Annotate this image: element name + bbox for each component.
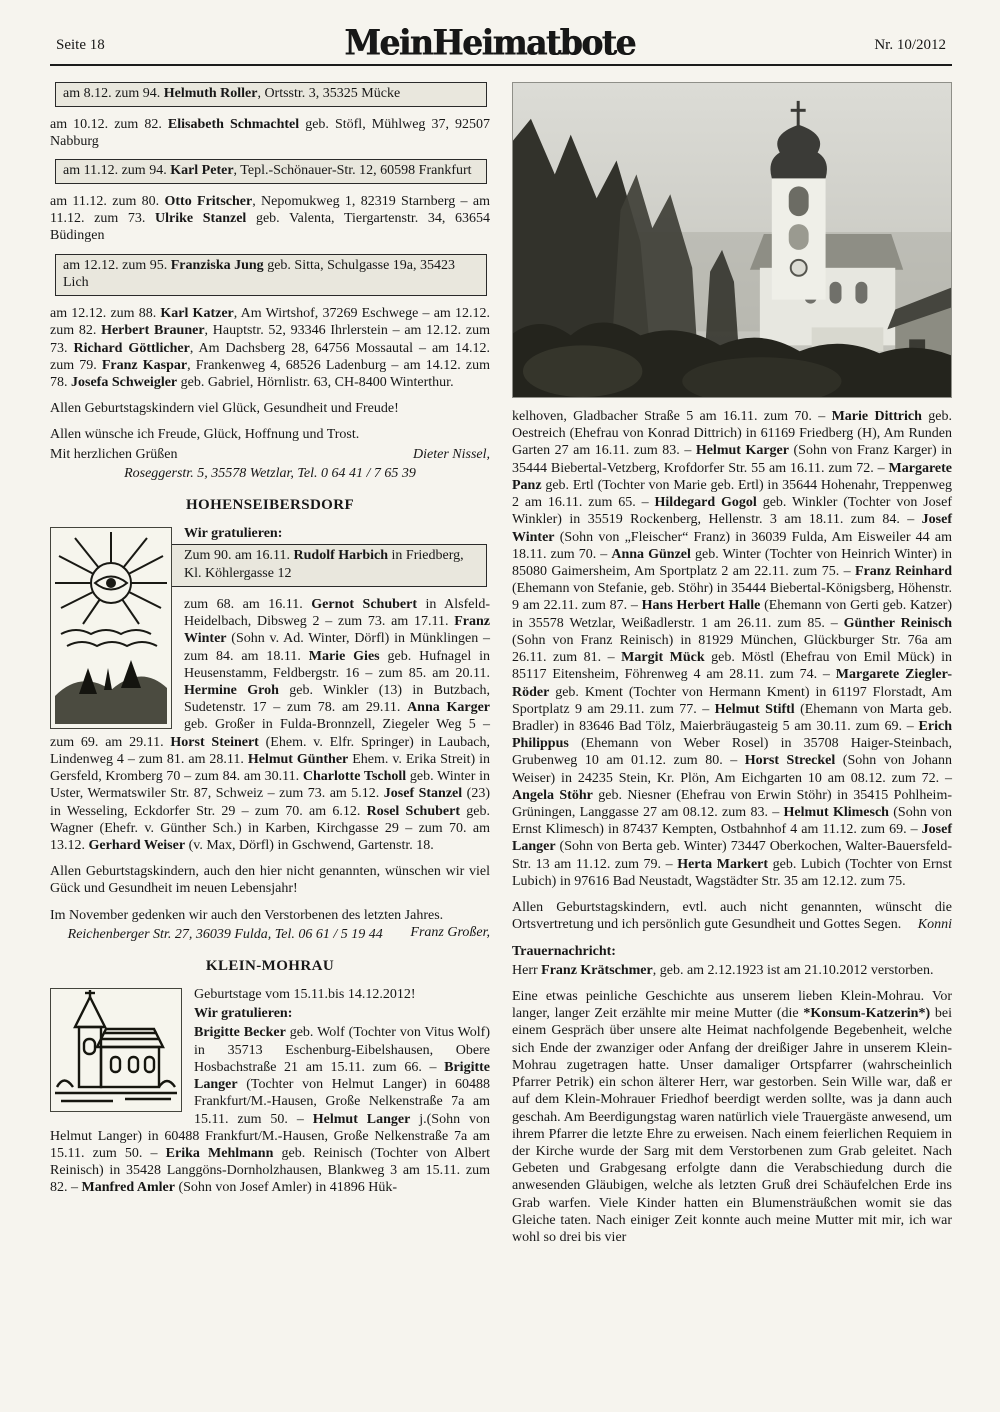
wishes-line: Allen Geburtstagskindern, auch den hier nicht genannten, wünschen wir viel Gück und Gesundheit im neuen Lebensjahr! <box>50 864 490 897</box>
header-rule <box>50 64 952 66</box>
sun-eye-icon <box>51 528 171 728</box>
birthday-paragraph-hohenseibersdorf: zum 68. am 16.11. Gernot Schubert in Alsfeld-Heidelbach, Dibsweg 2 – zum 73. am 17.11. Franz Winter (Sohn v. Ad. Winter, Dörfl) in Münklingen – zum 84. am 18.11. Marie Gies geb. Hufnagel in Heusenstamm, Feldbergstr. 16 – zum 85. am 20.11. Hermine Groh geb. Winkler (13) in Butzbach, Sudetenstr. 17 – zum 78. am 29.11. Anna Karger geb. Großer in Fulda-Bronnzell, Ziegeler Weg 5 – zum 69. am 29.11. Horst Steinert (Ehem. v. Elfr. Springer) in Laubach, Lindenweg 4 – zum 81. am 28.11. Helmut Günther Ehem. v. Erika Streit) in Gersfeld, Kromberg 70 – zum 84. am 30.11. Charlotte Tscholl geb. Winter in Uster, Wermatswiler Str. 87, Schweiz – zum 73. am 5.12. Josef Stanzel (23) in Wesseling, Eckdorfer Str. 29 – zum 70. am 6.12. Rosel Schubert geb. Wagner (Ehefr. v. Günther Sch.) in Karben, Kirchgasse 29 – zum 70. am 13.12. Gerhard Weiser (v. Max, Dörfl) in Gschwend, Gartenstr. 18. <box>50 596 491 853</box>
birthday-paragraph: am 10.12. zum 82. Elisabeth Schmachtel geb. Stöfl, Mühlweg 37, 92507 Nabburg <box>50 116 490 149</box>
village-church-icon <box>51 989 181 1111</box>
church-photo <box>512 82 952 398</box>
birthday-box-roller: am 8.12. zum 94. Helmuth Roller, Ortsstr. 3, 35325 Mücke <box>55 82 487 107</box>
village-church-woodcut-illustration <box>50 988 182 1112</box>
contact-address: Roseggerstr. 5, 35578 Wetzlar, Tel. 0 64 41 / 7 65 39 <box>124 465 416 481</box>
birthday-range-line: Geburtstage vom 15.11.bis 14.12.2012! <box>194 987 416 1003</box>
wishes-text: Allen Geburtstagskindern, evtl. auch nicht genannten, wünscht die Ortsvertretung und ich persönlich gute Gesundheit und Gottes Segen. <box>512 900 952 933</box>
right-column <box>512 82 952 1255</box>
page-header <box>50 21 952 64</box>
congrats-line: Wir gratulieren: <box>194 1006 293 1022</box>
wishes-line <box>512 899 952 933</box>
birthday-paragraph: am 11.12. zum 80. Otto Fritscher, Nepomukweg 1, 82319 Starnberg – am 11.12. zum 73. Ulrike Stanzel geb. Valenta, Tiergartenstr. 34, 63654 Büdingen <box>50 193 491 244</box>
left-column <box>50 82 490 1255</box>
congrats-line: Wir gratulieren: <box>184 526 283 542</box>
sun-eye-woodcut-illustration <box>50 527 172 729</box>
hohenseibersdorf-section <box>50 525 490 863</box>
greeting-line <box>50 446 490 463</box>
closing-wish: Allen wünsche ich Freude, Glück, Hoffnung und Trost. <box>50 427 360 443</box>
issue-label: Nr. 10/2012 <box>874 37 946 53</box>
wishes-line: Allen Geburtstagskindern viel Glück, Gesundheit und Freude! <box>50 401 399 417</box>
birthday-box-peter: am 11.12. zum 94. Karl Peter, Tepl.-Schönauer-Str. 12, 60598 Frankfurt <box>55 159 487 184</box>
obituary-line: Herr Franz Krätschmer, geb. am 2.12.1923 ist am 21.10.2012 verstorben. <box>512 962 934 978</box>
greeting-text: Mit herzlichen Grüßen <box>50 446 178 462</box>
birthday-paragraph-klein-mohrau: Brigitte Becker geb. Wolf (Tochter von Vitus Wolf) in 35713 Eschenburg-Eibelshausen, Obere Hosbachstraße 21 am 15.11. zum 66. – Brigitte Langer (Tochter von Helmut Langer) in 60488 Frankfurt/M.-Hausen, Große Nelkenstraße 7a am 15.11. zum 50. – Helmut Langer j.(Sohn von Helmut Langer) in 60488 Frankfurt/M.-Hausen, Große Nelkenstraße 7a am 15.11. zum 50. – Erika Mehlmann geb. Reinisch (Tochter von Albert Reinisch) in 35428 Langgöns-Dornholzhausen, Blankweg 3 am 15.11. zum 82. – Manfred Amler (Sohn von Josef Amler) in 41896 Hük- <box>50 1025 490 1196</box>
obituary-heading: Trauernachricht: <box>512 943 616 959</box>
church-photo-image <box>513 83 951 397</box>
signature-konni: Konni <box>917 917 952 933</box>
birthday-paragraph: am 12.12. zum 88. Karl Katzer, Am Wirtshof, 37269 Eschwege – am 12.12. zum 82. Herbert Brauner, Hauptstr. 52, 93346 Ihrlerstein – am 12.12. zum 73. Richard Göttlicher, Am Dachsberg 28, 64756 Mossautal – am 14.12. zum 79. Franz Kaspar, Frankenweg 4, 68526 Ladenburg – am 14.12. zum 78. Josefa Schweigler geb. Gabriel, Hörnlistr. 63, CH-8400 Winterthur. <box>50 306 491 391</box>
content-columns <box>50 82 952 1255</box>
birthday-box-harbich: Zum 90. am 16.11. Rudolf Harbich in Friedberg, Kl. Köhlergasse 12 <box>55 544 487 587</box>
section-heading-klein-mohrau: KLEIN-MOHRAU <box>205 958 335 975</box>
page-number-label: Seite 18 <box>56 37 105 53</box>
birthday-paragraph-continued: kelhoven, Gladbacher Straße 5 am 16.11. zum 70. – Marie Dittrich geb. Oestreich (Ehefrau von Konrad Dittrich) in 61169 Friedberg (H), Am Runden Garten 27 am 16.11. zum 83. – Helmut Karger (Sohn von Franz Karger) in 35444 Biebertal-Vetzberg, Krofdorfer Str. 55 am 16.11. zum 72. – Margarete Panz geb. Ertl (Tochter von Marie geb. Ertl) in 35644 Hohenahr, Treppenweg 2 am 16.11. zum 65. – Hildegard Gogol geb. Winkler (Tochter von Josef Winkler) in 35519 Rockenberg, Hellenstr. 3 am 18.11. zum 84. – Josef Winter (Sohn von „Fleischer“ Franz) in 36039 Fulda, Am Eisweiler 44 am 18.11. zum 70. – Anna Günzel geb. Winter (Tochter von Heinrich Winter) in 85080 Gaimersheim, Am Sportplatz 2 am 22.11. zum 75. – Franz Reinhard (Ehemann von Stefanie, geb. Stöhr) in 35444 Biebertal-Königsberg, Höhenstr. 9 am 22.11. zum 87. – Hans Herbert Halle (Ehemann von Gerti geb. Katzer) in 35578 Wetzlar, Weißadlerstr. 1 am 26.11. zum 85. – Günther Reinisch (Sohn von Franz Reinisch) in 81929 München, Glückburger Str. 76a am 26.11. zum 81. – Margit Mück geb. Möstl (Ehefrau von Emil Mück) in 85117 Eitensheim, Föhrenweg 4 am 28.11. zum 74. – Margarete Ziegler-Röder geb. Kment (Tochter von Hermann Kment) in 61197 Florstadt, Am Sportplatz 9 am 29.11. zum 77. – Helmut Stiftl (Ehemann von Marta geb. Bradler) in 83646 Bad Tölz, Maierbräugasteig 5 am 30.11. zum 69. – Erich Philippus (Ehemann von Weber Rosel) in 35708 Haiger-Steinbach, Grubenweg 10 am 01.12. zum 80. – Horst Streckel (Sohn von Johann Weiser) in 24235 Stein, Kr. Plön, Am Eichgarten 10 am 08.12. zum 72. – Angela Stöhr geb. Niesner (Ehefrau von Erwin Stöhr) in 35415 Pohlheim-Grüningen, Langgasse 27 am 08.12. zum 83. – Helmut Klimesch (Sohn von Ernst Klimesch) in 87437 Kempten, Ostbahnhof 4 am 11.12. zum 69. – Josef Langer (Sohn von Berta geb. Winter) 73447 Oberkochen, Walter-Bauersfeld-Str. 13 am 11.12. zum 79. – Herta Markert geb. Lubich (Tochter von Ernst Lubich) in 97616 Bad Neustadt, Wagstädter Str. 35 am 12.12. zum 75. <box>512 409 953 889</box>
story-paragraph: Eine etwas peinliche Geschichte aus unserem lieben Klein-Mohrau. Vor langer, langer Zeit erzählte mir meine Mutter (die *Konsum-Katzerin*) bei einem Gespräch über unsere alte Heimat nachfolgende Begebenheit, welche sich Ende der zwanziger oder Anfang der dreißiger Jahre in unserem Klein-Mohrau zugetragen hatte. Unser damaliger Ortspfarrer (wahrscheinlich Pfarrer Petrik) ein schon älterer Herr, war gestorben. Sein Wille war, daß er auf dem Klein-Mohrauer Friedhof beerdigt werden sollte, was ja dann auch geschah. Am Beerdigungstag waren natürlich viele Trauergäste anwesend, um ihrem Pfarrer die letzte Ehre zu erweisen. Nach einem feierlichen Requiem in der Kirche wurde der Sarg mit dem Verstorbenen zum Grab geleitet. Nach Gebeten und Grabgesang erfolgte dann die Verabschiedung durch die anwesenden Gläubigen, welche als letzten Gruß drei Schäufelchen Erde ins Grab warfen. Viele Kinder hatten ein Blumensträußchen womit sie das Gleiche taten. Nach einiger Zeit konnte auch meine Mutter mit mir, ich war wohl so drei bis vier <box>512 989 952 1246</box>
signature-grosser: Franz Großer, <box>410 924 490 940</box>
signature-nissel: Dieter Nissel, <box>413 446 490 462</box>
birthday-box-jung: am 12.12. zum 95. Franziska Jung geb. Sitta, Schulgasse 19a, 35423 Lich <box>55 254 487 297</box>
masthead: MeinHeimatbote <box>344 21 635 64</box>
section-heading-hohenseibersdorf: HOHENSEIBERSDORF <box>185 497 355 514</box>
klein-mohrau-section <box>50 986 490 1206</box>
contact-address: Reichenberger Str. 27, 36039 Fulda, Tel. 06 61 / 5 19 44 <box>67 926 383 942</box>
memorial-text: Im November gedenken wir auch den Verstorbenen des letzten Jahres. <box>50 907 444 923</box>
